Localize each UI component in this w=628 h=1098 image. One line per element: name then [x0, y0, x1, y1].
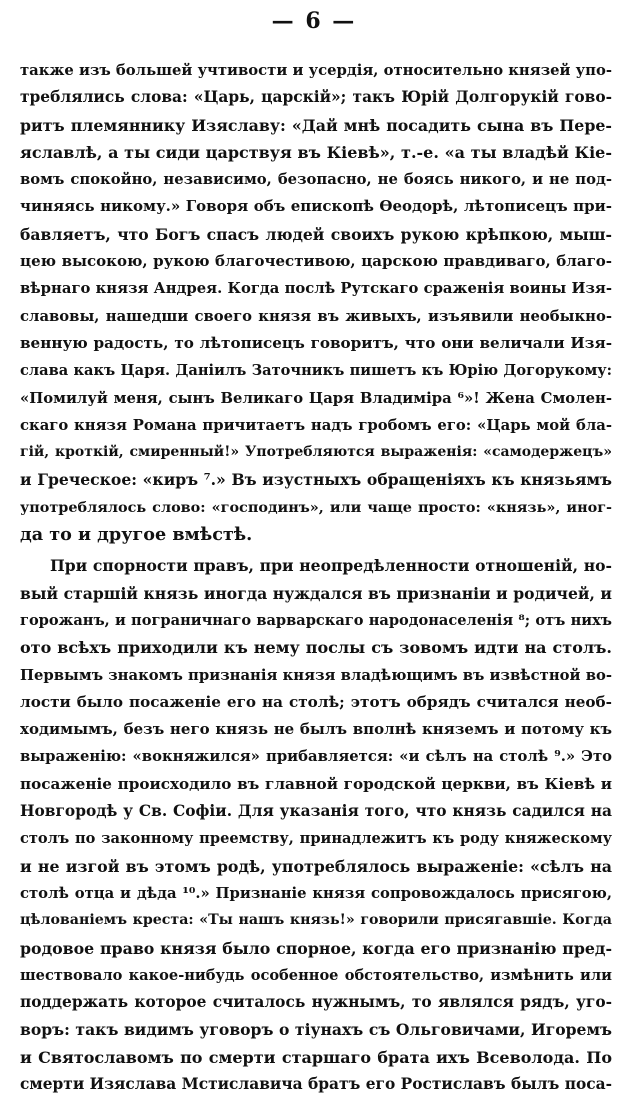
text-line: скаго князя Романа причитаетъ надъ гробомъ его: «Царь мой бла- [20, 416, 612, 434]
text-line: горожанъ, и пограничнаго варварскаго народонаселенія ⁸; отъ нихъ [20, 611, 612, 629]
text-line: употреблялось слово: «господинъ», или чаще просто: «князь», иног- [20, 498, 612, 516]
text-line: ритъ племяннику Изяславу: «Дай мнѣ посадить сына въ Пере- [20, 115, 612, 135]
text-line: посаженіе происходило въ главной городской церкви, въ Кіевѣ и [20, 774, 612, 793]
text-line: и Святославомъ по смерти старшаго брата ихъ Всеволода. По [20, 1047, 612, 1067]
text-line: бавляетъ, что Богъ спасъ людей своихъ рукою крѣпкою, мыш- [20, 224, 612, 244]
text-line: столѣ отца и дѣда ¹⁰.» Признаніе князя сопровождалось присягою, [20, 884, 612, 902]
text-line: чиняясь никому.» Говоря объ епископѣ Ѳеодорѣ, лѣтописецъ при- [20, 197, 612, 216]
text-line: воръ: такъ видимъ уговоръ о тіунахъ съ Ольговичами, Игоремъ [20, 1020, 612, 1040]
text-line: шествовало какое-нибудь особенное обстоятельство, измѣнить или [20, 966, 612, 984]
text-line: славовы, нашедши своего князя въ живыхъ, изъявили необыкно- [20, 307, 612, 325]
text-line: поддержать которое считалось нужнымъ, то являлся рядъ, уго- [20, 993, 612, 1012]
body-text [20, 57, 612, 1098]
text-line: треблялись слова: «Царь, царскій»; такъ Юрій Долгорукій гово- [20, 88, 612, 107]
text-line: ходимымъ, безъ него князь не былъ вполнѣ княземъ и потому къ [20, 720, 612, 739]
text-line: цею высокою, рукою благочестивою, царскою правдиваго, благо- [20, 252, 612, 271]
text-line: вый старшій князь иногда нуждался въ признаніи и родичей, и [20, 583, 612, 603]
text-line: смерти Изяслава Мстиславича братъ его Ростиславъ былъ поса- [20, 1074, 612, 1093]
text-line: ото всѣхъ приходили къ нему послы съ зовомъ идти на столъ. [20, 638, 612, 658]
text-line: Новгородѣ у Св. Софіи. Для указанія того, что князь садился на [20, 802, 612, 821]
text-line: вомъ спокойно, независимо, безопасно, не боясь никого, и не под- [20, 171, 612, 189]
text-line: да то и другое вмѣстѣ. [20, 524, 253, 546]
text-line: цѣлованіемъ креста: «Ты нашъ князь!» говорили присягавшіе. Когда [20, 912, 612, 929]
text-line: яславлѣ, а ты сиди царствуя въ Кіевѣ», т.-е. «а ты владѣй Кіе- [20, 142, 612, 162]
text-line: При спорности правъ, при неопредѣленности отношеній, но- [50, 556, 612, 576]
text-line: родовое право князя было спорное, когда его признанію пред- [20, 938, 612, 958]
text-line: «Помилуй меня, сынъ Великаго Царя Владиміра ⁶»! Жена Смолен- [20, 389, 612, 407]
text-line: слава какъ Царя. Даніилъ Заточникъ пишетъ къ Юрію Догорукому: [20, 362, 612, 380]
text-line: и Греческое: «киръ ⁷.» Въ изустныхъ обращеніяхъ къ князьямъ [20, 470, 612, 490]
text-line: столъ по законному преемству, принадлежитъ къ роду княжескому [20, 830, 612, 848]
text-line: лости было посаженіе его на столѣ; этотъ обрядъ считался необ- [20, 692, 612, 711]
text-line: также изъ большей учтивости и усердія, относительно князей упо- [20, 62, 612, 79]
page-number: — 6 — [271, 8, 357, 34]
text-line: гій, кроткій, смиренный!» Употребляются выраженія: «самодержецъ» [20, 444, 612, 461]
text-line: и не изгой въ этомъ родѣ, употреблялось выраженіе: «сѣлъ на [20, 856, 612, 876]
text-line: венную радость, то лѣтописецъ говоритъ, что они величали Изя- [20, 333, 612, 352]
text-line: выраженію: «вокняжился» прибавляется: «и сѣлъ на столѣ ⁹.» Это [20, 748, 612, 766]
text-line: вѣрнаго князя Андрея. Когда послѣ Рутскаго сраженія воины Изя- [20, 280, 612, 298]
text-line: Первымъ знакомъ признанія князя владѣющимъ въ извѣстной во- [20, 666, 612, 684]
